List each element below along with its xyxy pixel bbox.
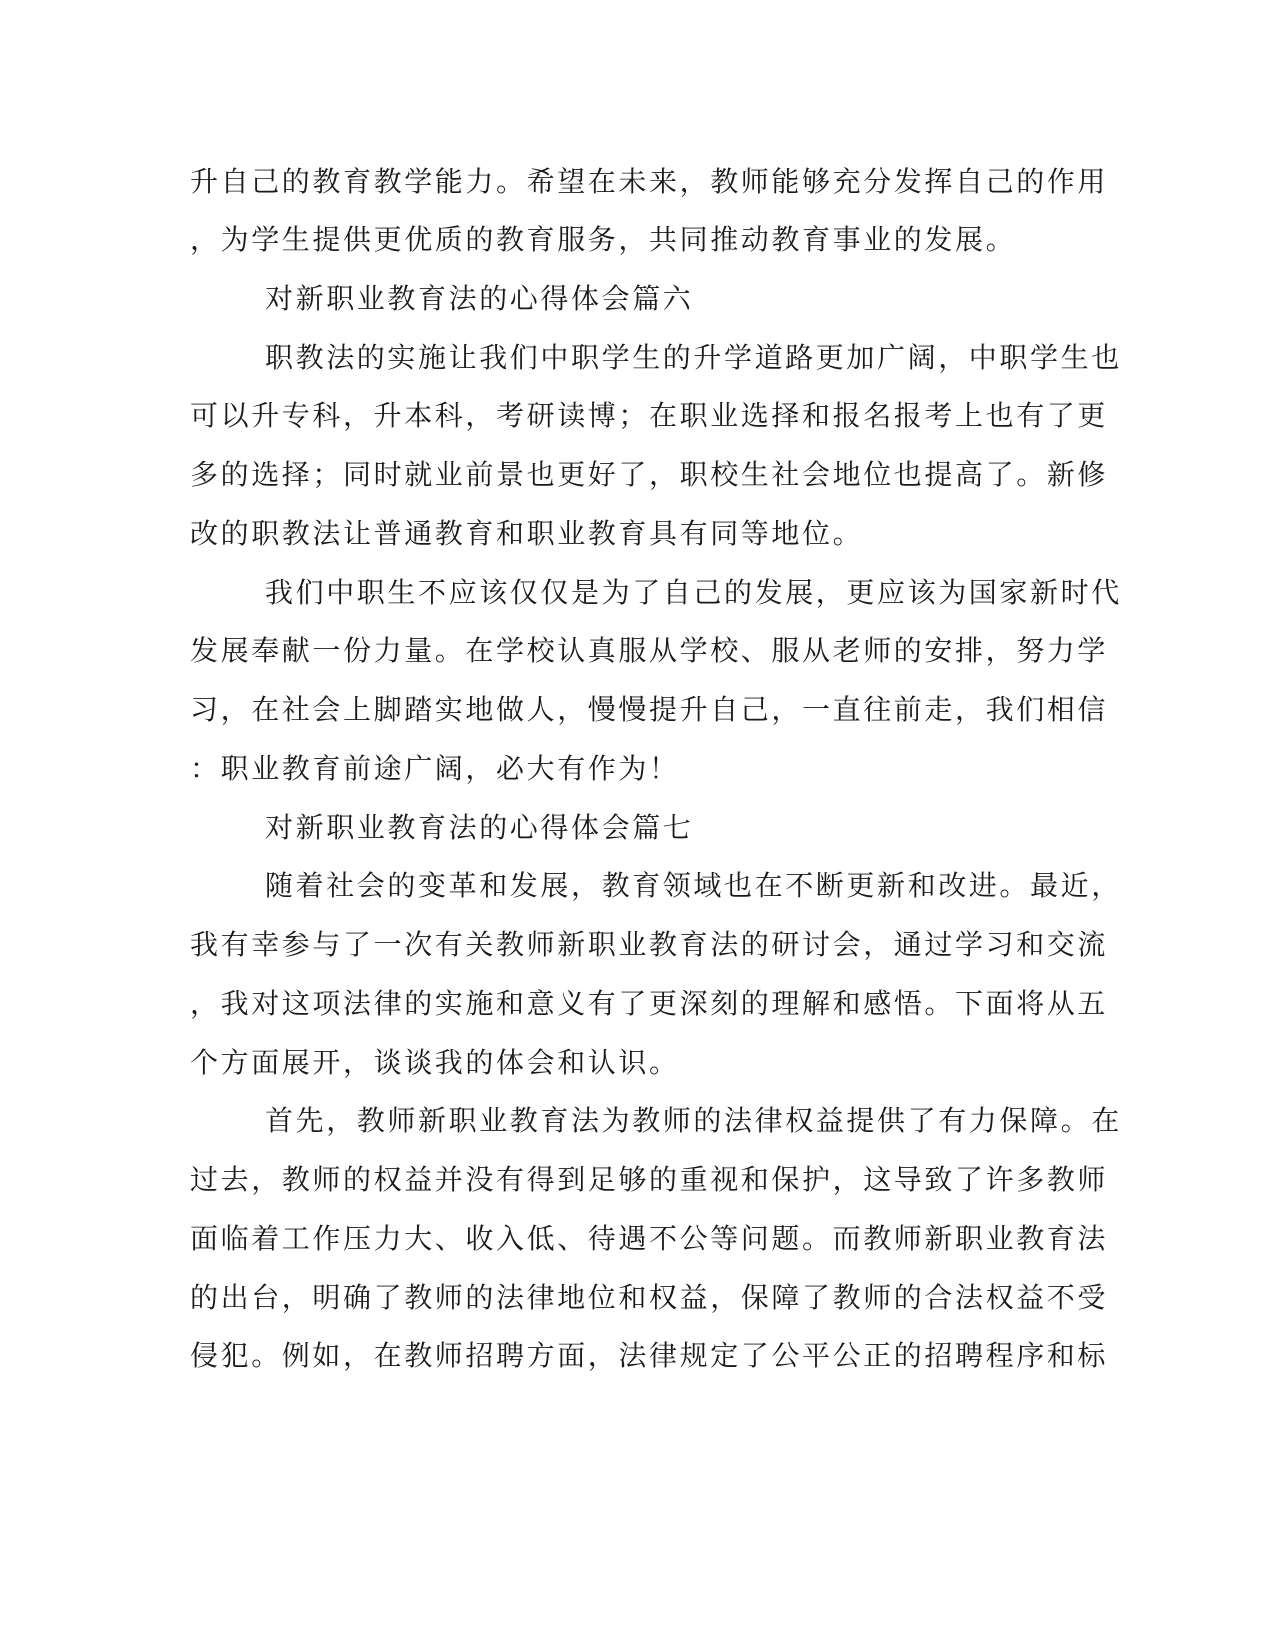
paragraph-line: ，我对这项法律的实施和意义有了更深刻的理解和感悟。下面将从五 <box>190 987 1109 1020</box>
section-heading: 对新职业教育法的心得体会篇六 <box>265 282 694 315</box>
paragraph-line: 升自己的教育教学能力。希望在未来，教师能够充分发挥自己的作用 <box>190 165 1109 198</box>
paragraph-line: ，为学生提供更优质的教育服务，共同推动教育事业的发展。 <box>190 223 1017 256</box>
paragraph-line: 首先，教师新职业教育法为教师的法律权益提供了有力保障。在 <box>265 1104 1122 1137</box>
paragraph-line: 我有幸参与了一次有关教师新职业教育法的研讨会，通过学习和交流 <box>190 928 1109 961</box>
paragraph-line: 随着社会的变革和发展，教育领域也在不断更新和改进。最近， <box>265 869 1122 902</box>
paragraph-line: 发展奉献一份力量。在学校认真服从学校、服从老师的安排，努力学 <box>190 634 1109 667</box>
section-heading: 对新职业教育法的心得体会篇七 <box>265 811 694 844</box>
paragraph-line: 面临着工作压力大、收入低、待遇不公等问题。而教师新职业教育法 <box>190 1222 1109 1255</box>
paragraph-line: 过去，教师的权益并没有得到足够的重视和保护，这导致了许多教师 <box>190 1163 1109 1196</box>
paragraph-line: 改的职教法让普通教育和职业教育具有同等地位。 <box>190 517 864 550</box>
paragraph-line: ：职业教育前途广阔，必大有作为！ <box>190 752 680 785</box>
paragraph-line: 习，在社会上脚踏实地做人，慢慢提升自己，一直往前走，我们相信 <box>190 693 1109 726</box>
paragraph-line: 我们中职生不应该仅仅是为了自己的发展，更应该为国家新时代 <box>265 576 1122 609</box>
paragraph-line: 职教法的实施让我们中职学生的升学道路更加广阔，中职学生也 <box>265 341 1122 374</box>
paragraph-line: 的出台，明确了教师的法律地位和权益，保障了教师的合法权益不受 <box>190 1281 1109 1314</box>
paragraph-line: 个方面展开，谈谈我的体会和认识。 <box>190 1046 680 1079</box>
paragraph-line: 侵犯。例如，在教师招聘方面，法律规定了公平公正的招聘程序和标 <box>190 1339 1109 1372</box>
paragraph-line: 可以升专科，升本科，考研读博；在职业选择和报名报考上也有了更 <box>190 399 1109 432</box>
paragraph-line: 多的选择；同时就业前景也更好了，职校生社会地位也提高了。新修 <box>190 458 1109 491</box>
